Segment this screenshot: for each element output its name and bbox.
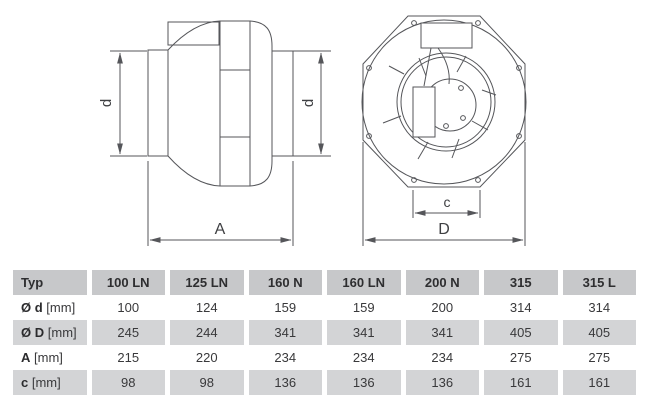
spec-value: 136 (327, 370, 401, 395)
row-label (13, 295, 87, 320)
dimensions-table (8, 270, 641, 395)
spec-value: 341 (406, 320, 480, 345)
dim-label-d-left: d (97, 98, 115, 108)
column-header: 200 N (406, 270, 480, 295)
terminal-box-front (421, 23, 472, 48)
row-label-unit: [mm] (47, 325, 77, 340)
spec-value: 405 (484, 320, 558, 345)
spec-value: 200 (431, 300, 454, 315)
spec-value: 234 (352, 350, 375, 365)
hub-holes (444, 86, 466, 129)
spec-value: 136 (406, 370, 480, 395)
column-header: 160 N (249, 270, 323, 295)
housing-right-shell (250, 21, 272, 186)
spec-value: 244 (170, 320, 244, 345)
column-header: 315 L (563, 270, 637, 295)
row-label (13, 320, 87, 345)
spec-value: 341 (249, 320, 323, 345)
dim-label-a: A (214, 221, 226, 238)
spec-value: 314 (509, 300, 532, 315)
table-row-diameter-D (13, 320, 636, 345)
inlet-ring-outer (397, 53, 495, 151)
table-row-width-c (13, 370, 636, 395)
spec-value: 314 (588, 300, 611, 315)
fan-front-view (362, 16, 526, 187)
row-label-symbol: A (21, 350, 31, 365)
spec-value: 275 (509, 350, 532, 365)
column-header-typ: Typ (13, 270, 87, 295)
spec-value: 405 (563, 320, 637, 345)
screw-hole (476, 178, 481, 183)
spec-value: 220 (195, 350, 218, 365)
spec-value: 136 (249, 370, 323, 395)
table-header-row (13, 270, 636, 295)
row-label-unit: [mm] (34, 350, 63, 365)
spec-value: 275 (588, 350, 611, 365)
screw-hole (476, 21, 481, 26)
row-label-symbol: Ø D (21, 325, 45, 340)
inlet-duct-spigot (148, 50, 168, 156)
dim-d-right (293, 51, 331, 156)
dim-d-left (98, 51, 147, 156)
spec-value: 341 (327, 320, 401, 345)
spec-value: 215 (117, 350, 140, 365)
row-label-symbol: Ø d (21, 300, 43, 315)
impeller-blade (389, 66, 404, 74)
spec-value: 161 (563, 370, 637, 395)
impeller-blade (418, 142, 428, 159)
dim-label-c: c (443, 194, 451, 210)
spec-value: 245 (92, 320, 166, 345)
impeller-blade (452, 139, 459, 158)
spec-value: 98 (92, 370, 166, 395)
row-label-unit: [mm] (31, 375, 61, 390)
capacitor (413, 87, 435, 137)
dim-label-d-right: d (299, 98, 317, 108)
table-row-length-A (13, 345, 636, 370)
row-label (13, 370, 87, 395)
impeller-blade (383, 116, 401, 123)
spec-value: 234 (274, 350, 297, 365)
housing-top-curve (168, 21, 220, 50)
dim-label-d-outer: D (438, 221, 450, 238)
column-header: 160 LN (327, 270, 401, 295)
hub-hole (461, 116, 466, 121)
motor-band (220, 21, 250, 186)
row-label-unit: [mm] (46, 300, 76, 315)
dim-c (413, 190, 480, 218)
fan-side-view (148, 21, 293, 186)
row-label (13, 345, 87, 370)
hub-hole (459, 86, 464, 91)
housing-bottom-curve (168, 156, 220, 186)
column-header: 315 (484, 270, 558, 295)
outlet-duct-spigot (272, 51, 293, 156)
hub-hole (444, 124, 449, 129)
column-header: 125 LN (170, 270, 244, 295)
spec-value: 124 (195, 300, 218, 315)
spec-value: 98 (170, 370, 244, 395)
impeller-blade (419, 58, 426, 76)
spec-value: 100 (117, 300, 140, 315)
spec-value: 234 (431, 350, 454, 365)
column-header: 100 LN (92, 270, 166, 295)
terminal-box-side (168, 22, 219, 45)
spec-value: 161 (484, 370, 558, 395)
spec-value: 159 (352, 300, 375, 315)
motor-wire (424, 48, 431, 86)
row-label-symbol: c (21, 375, 29, 390)
spec-value: 159 (274, 300, 297, 315)
table-row-diameter-d (13, 295, 636, 320)
